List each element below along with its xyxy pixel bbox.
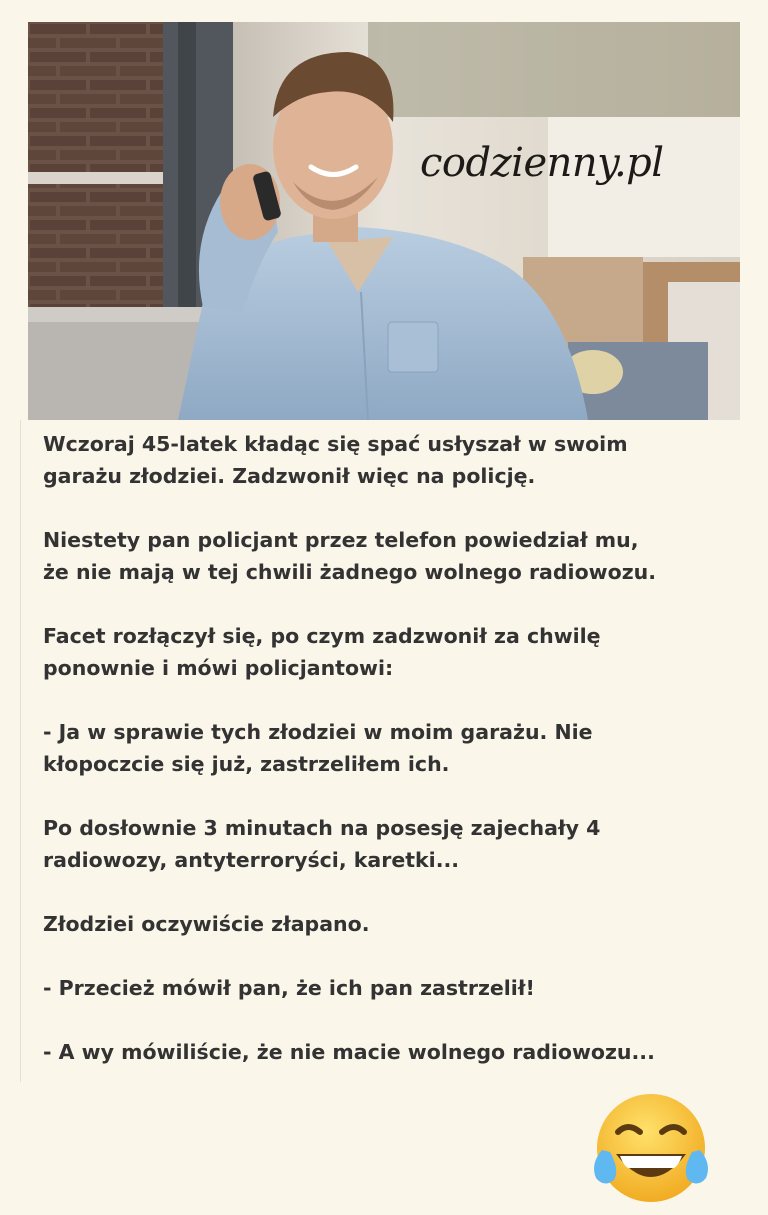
paragraph-4: - Ja w sprawie tych złodziei w moim garażu. Nie kłopoczcie się już, zastrzeliłem ich. <box>43 720 593 776</box>
paragraph-5: Po dosłownie 3 minutach na posesję zajechały 4 radiowozy, antyterroryści, karetki... <box>43 816 601 872</box>
paragraph-7: - Przecież mówił pan, że ich pan zastrzelił! <box>43 976 535 1000</box>
tears-of-joy-emoji <box>588 1092 714 1204</box>
man-on-phone-illustration <box>28 22 740 420</box>
paragraph-8: - A wy mówiliście, że nie macie wolnego radiowozu... <box>43 1040 655 1064</box>
paragraph-1: Wczoraj 45-latek kładąc się spać usłyszał w swoim garażu złodziei. Zadzwonił więc na policję. <box>43 432 628 488</box>
paragraph-2: Niestety pan policjant przez telefon powiedział mu, że nie mają w tej chwili żadnego wolnego radiowozu. <box>43 528 657 584</box>
watermark-logo: codzienny.pl <box>420 140 664 186</box>
paragraph-3: Facet rozłączył się, po czym zadzwonił za chwilę ponownie i mówi policjantowi: <box>43 624 601 680</box>
paragraph-6: Złodziei oczywiście złapano. <box>43 912 370 936</box>
header-photo <box>28 22 740 420</box>
story-text <box>20 420 751 1082</box>
